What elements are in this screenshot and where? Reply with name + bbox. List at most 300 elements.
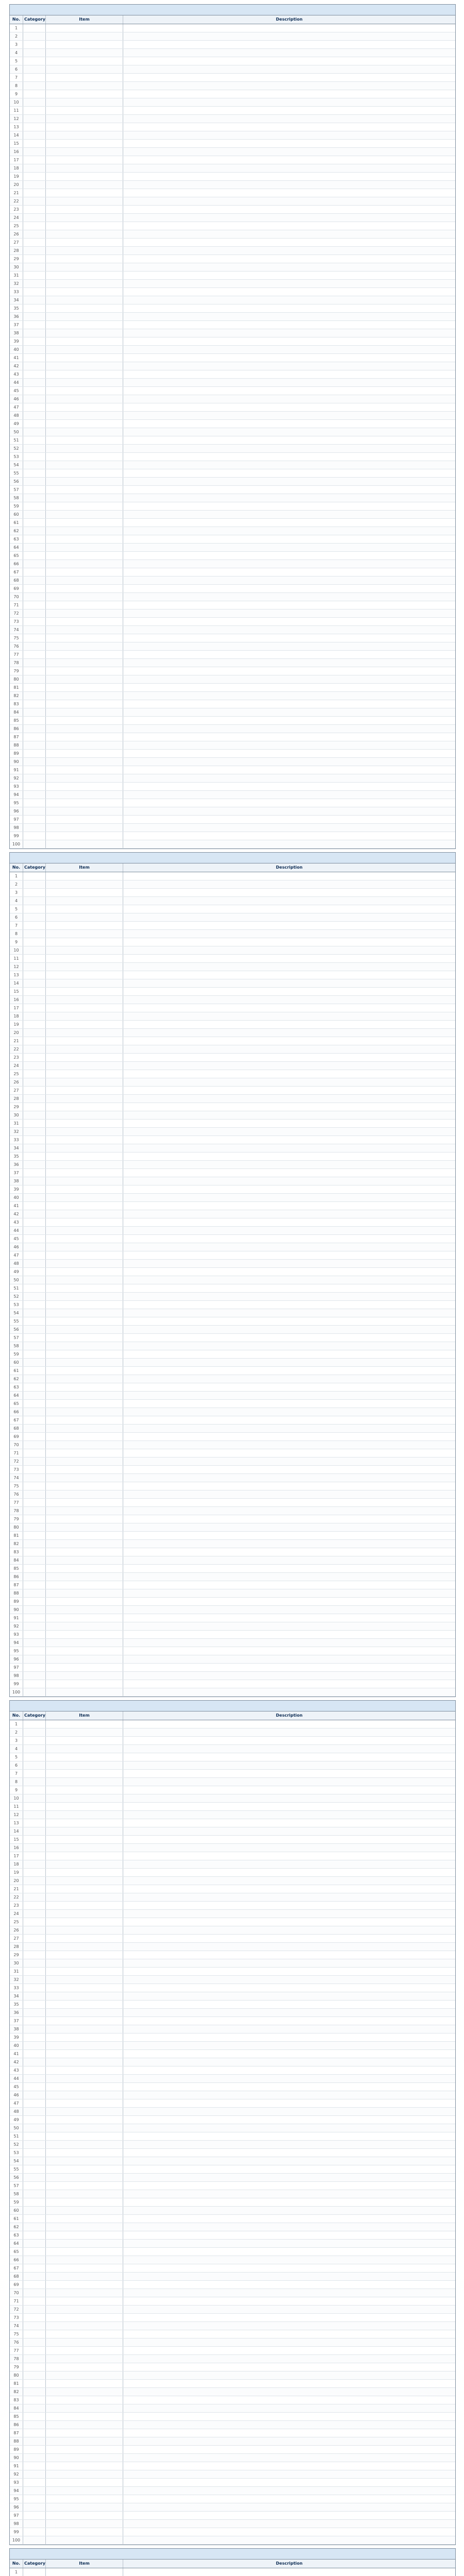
row-description xyxy=(123,1029,455,1037)
table-row xyxy=(10,453,455,461)
row-item xyxy=(46,1548,123,1556)
row-category xyxy=(23,1441,46,1449)
table-row xyxy=(10,766,455,774)
row-item xyxy=(46,2454,123,2462)
row-description xyxy=(123,2380,455,2387)
column-header: Description xyxy=(276,17,303,22)
row-category xyxy=(23,2248,46,2256)
row-description xyxy=(123,1631,455,1638)
row-item xyxy=(46,469,123,477)
row-number: 63 xyxy=(10,1383,23,1391)
row-category xyxy=(23,1918,46,1926)
row-category xyxy=(23,1284,46,1292)
row-number: 92 xyxy=(10,1622,23,1630)
table-row xyxy=(10,395,455,403)
row-item xyxy=(46,1589,123,1597)
row-item xyxy=(46,1968,123,1975)
row-description xyxy=(123,1441,455,1449)
row-category xyxy=(23,1136,46,1144)
row-item xyxy=(46,313,123,320)
row-number: 46 xyxy=(10,395,23,403)
row-description xyxy=(123,1210,455,1218)
table-row xyxy=(10,1441,455,1449)
row-item xyxy=(46,996,123,1004)
row-category xyxy=(23,708,46,716)
row-number: 47 xyxy=(10,403,23,411)
row-number: 61 xyxy=(10,519,23,527)
row-description xyxy=(123,1334,455,1342)
row-item xyxy=(46,2256,123,2264)
row-description xyxy=(123,2281,455,2289)
table-row xyxy=(10,1466,455,1474)
row-description xyxy=(123,560,455,568)
table-row xyxy=(10,2198,455,2207)
row-category xyxy=(23,988,46,995)
row-item xyxy=(46,1688,123,1696)
row-description xyxy=(123,758,455,766)
table-row xyxy=(10,1111,455,1120)
row-description xyxy=(123,321,455,329)
block-title xyxy=(10,1701,455,1711)
row-item xyxy=(46,1334,123,1342)
row-description xyxy=(123,938,455,946)
row-number: 46 xyxy=(10,1243,23,1251)
table-row xyxy=(10,57,455,65)
row-category xyxy=(23,461,46,469)
row-number: 50 xyxy=(10,2124,23,2132)
table-row xyxy=(10,2289,455,2297)
row-description xyxy=(123,2355,455,2363)
column-header: No. xyxy=(10,2560,23,2568)
row-item xyxy=(46,2207,123,2214)
row-description xyxy=(123,90,455,98)
row-description xyxy=(123,872,455,880)
table-row xyxy=(10,2141,455,2149)
row-category xyxy=(23,634,46,642)
row-category xyxy=(23,1728,46,1736)
row-description xyxy=(123,1976,455,1984)
row-description xyxy=(123,469,455,477)
row-description xyxy=(123,140,455,147)
row-number: 84 xyxy=(10,1556,23,1564)
table-row xyxy=(10,1383,455,1392)
row-description xyxy=(123,2190,455,2198)
row-category xyxy=(23,1103,46,1111)
row-number: 43 xyxy=(10,370,23,378)
row-description xyxy=(123,1728,455,1736)
row-description xyxy=(123,173,455,180)
row-description xyxy=(123,1523,455,1531)
row-item xyxy=(46,1639,123,1647)
row-category xyxy=(23,1194,46,1201)
row-category xyxy=(23,2116,46,2124)
table-row xyxy=(10,946,455,955)
row-number: 28 xyxy=(10,1943,23,1951)
row-category xyxy=(23,626,46,634)
row-item xyxy=(46,2429,123,2437)
row-category xyxy=(23,395,46,403)
row-item xyxy=(46,1251,123,1259)
row-description xyxy=(123,2001,455,2008)
row-category xyxy=(23,1548,46,1556)
row-category xyxy=(23,2017,46,2025)
row-description xyxy=(123,164,455,172)
row-category xyxy=(23,2075,46,2082)
row-number: 49 xyxy=(10,1268,23,1276)
row-category xyxy=(23,1951,46,1959)
table-row xyxy=(10,2388,455,2396)
row-number: 44 xyxy=(10,2075,23,2082)
row-number: 96 xyxy=(10,807,23,815)
table-row xyxy=(10,1045,455,1054)
row-number: 22 xyxy=(10,1893,23,1901)
table-row xyxy=(10,733,455,741)
row-category xyxy=(23,1218,46,1226)
row-number: 33 xyxy=(10,1136,23,1144)
row-category xyxy=(23,304,46,312)
row-number: 38 xyxy=(10,2025,23,2033)
row-category xyxy=(23,1458,46,1465)
row-number: 9 xyxy=(10,938,23,946)
table-row xyxy=(10,2215,455,2223)
row-item xyxy=(46,453,123,461)
row-number: 87 xyxy=(10,733,23,741)
row-category xyxy=(23,675,46,683)
row-item xyxy=(46,544,123,551)
table-header xyxy=(10,1711,455,1720)
table-row xyxy=(10,1375,455,1383)
table-row xyxy=(10,700,455,708)
row-category xyxy=(23,90,46,98)
row-category xyxy=(23,1573,46,1581)
row-category xyxy=(23,791,46,799)
table-row xyxy=(10,1852,455,1860)
row-number: 6 xyxy=(10,1761,23,1769)
row-category xyxy=(23,1400,46,1408)
row-item xyxy=(46,560,123,568)
row-description xyxy=(123,1515,455,1523)
row-item xyxy=(46,123,123,131)
row-description xyxy=(123,905,455,913)
row-category xyxy=(23,1556,46,1564)
table-row xyxy=(10,1416,455,1425)
row-description xyxy=(123,913,455,921)
row-category xyxy=(23,57,46,65)
row-number: 6 xyxy=(10,65,23,73)
row-item xyxy=(46,659,123,667)
row-description xyxy=(123,2050,455,2058)
row-description xyxy=(123,634,455,642)
row-number: 66 xyxy=(10,560,23,568)
row-item xyxy=(46,1753,123,1761)
row-number: 45 xyxy=(10,1235,23,1243)
row-category xyxy=(23,469,46,477)
row-item xyxy=(46,1827,123,1835)
table-row xyxy=(10,1836,455,1844)
row-category xyxy=(23,2503,46,2511)
row-description xyxy=(123,1433,455,1440)
row-category xyxy=(23,2099,46,2107)
table-row xyxy=(10,263,455,272)
row-category xyxy=(23,1869,46,1876)
row-number: 69 xyxy=(10,585,23,592)
row-description xyxy=(123,2388,455,2396)
row-category xyxy=(23,2495,46,2503)
row-item xyxy=(46,214,123,222)
row-category xyxy=(23,2050,46,2058)
row-item xyxy=(46,24,123,32)
row-description xyxy=(123,1910,455,1918)
row-number: 97 xyxy=(10,2512,23,2519)
row-category xyxy=(23,2330,46,2338)
row-description xyxy=(123,2462,455,2470)
row-category xyxy=(23,1803,46,1810)
row-item xyxy=(46,1218,123,1226)
table-row xyxy=(10,527,455,535)
row-item xyxy=(46,486,123,494)
row-description xyxy=(123,1078,455,1086)
row-category xyxy=(23,2141,46,2148)
row-item xyxy=(46,1606,123,1614)
table-row xyxy=(10,1153,455,1161)
row-item xyxy=(46,131,123,139)
row-number: 36 xyxy=(10,1161,23,1168)
row-number: 36 xyxy=(10,2009,23,2016)
row-category xyxy=(23,1631,46,1638)
row-item xyxy=(46,2281,123,2289)
row-number: 91 xyxy=(10,1614,23,1622)
row-category xyxy=(23,1877,46,1885)
row-item xyxy=(46,2091,123,2099)
row-item xyxy=(46,750,123,757)
row-category xyxy=(23,1227,46,1234)
row-category xyxy=(23,1515,46,1523)
table-row xyxy=(10,618,455,626)
table-row xyxy=(10,1902,455,1910)
row-number: 30 xyxy=(10,1959,23,1967)
row-item xyxy=(46,387,123,395)
row-description xyxy=(123,98,455,106)
row-category xyxy=(23,535,46,543)
row-category xyxy=(23,2479,46,2486)
row-description xyxy=(123,2182,455,2190)
table-row xyxy=(10,1639,455,1647)
row-number: 34 xyxy=(10,1992,23,2000)
table-row xyxy=(10,1910,455,1918)
row-number: 28 xyxy=(10,247,23,255)
row-item xyxy=(46,1078,123,1086)
row-number: 41 xyxy=(10,1202,23,1210)
table-row xyxy=(10,387,455,395)
row-number: 51 xyxy=(10,2132,23,2140)
table-row xyxy=(10,1540,455,1548)
table-row xyxy=(10,1968,455,1976)
table-row xyxy=(10,1392,455,1400)
row-description xyxy=(123,1120,455,1127)
table-row xyxy=(10,2396,455,2404)
row-category xyxy=(23,2404,46,2412)
row-item xyxy=(46,1598,123,1605)
row-number: 5 xyxy=(10,57,23,65)
row-category xyxy=(23,2536,46,2544)
row-item xyxy=(46,2009,123,2016)
table-row xyxy=(10,313,455,321)
table-row xyxy=(10,131,455,140)
table-row xyxy=(10,164,455,173)
row-number: 89 xyxy=(10,750,23,757)
row-item xyxy=(46,511,123,518)
row-item xyxy=(46,2190,123,2198)
row-category xyxy=(23,346,46,353)
table-row xyxy=(10,41,455,49)
row-item xyxy=(46,2025,123,2033)
row-category xyxy=(23,123,46,131)
table-row xyxy=(10,156,455,164)
row-description xyxy=(123,2322,455,2330)
row-item xyxy=(46,156,123,164)
table-row xyxy=(10,1021,455,1029)
row-category xyxy=(23,2256,46,2264)
row-number: 14 xyxy=(10,1827,23,1835)
row-description xyxy=(123,1416,455,1424)
row-description xyxy=(123,996,455,1004)
table-row xyxy=(10,651,455,659)
row-number: 90 xyxy=(10,2454,23,2462)
row-category xyxy=(23,979,46,987)
row-number: 42 xyxy=(10,362,23,370)
row-description xyxy=(123,552,455,560)
table-row xyxy=(10,2512,455,2520)
row-category xyxy=(23,2157,46,2165)
table-row xyxy=(10,816,455,824)
row-description xyxy=(123,2421,455,2429)
row-description xyxy=(123,2404,455,2412)
row-category xyxy=(23,2454,46,2462)
row-category xyxy=(23,1672,46,1680)
table-row xyxy=(10,1794,455,1803)
row-number: 98 xyxy=(10,1672,23,1680)
row-category xyxy=(23,1367,46,1375)
row-number: 32 xyxy=(10,1128,23,1136)
row-category xyxy=(23,41,46,48)
row-number: 7 xyxy=(10,922,23,929)
row-item xyxy=(46,1770,123,1777)
row-item xyxy=(46,239,123,246)
row-description xyxy=(123,2083,455,2091)
row-number: 79 xyxy=(10,1515,23,1523)
row-description xyxy=(123,1400,455,1408)
row-number: 94 xyxy=(10,2487,23,2495)
row-description xyxy=(123,1103,455,1111)
row-description xyxy=(123,2157,455,2165)
table-row xyxy=(10,1926,455,1935)
row-number: 44 xyxy=(10,1227,23,1234)
table-row xyxy=(10,1819,455,1827)
row-number: 38 xyxy=(10,329,23,337)
table-row xyxy=(10,1350,455,1359)
table-row xyxy=(10,1293,455,1301)
table-row xyxy=(10,840,455,849)
row-description xyxy=(123,1688,455,1696)
row-category xyxy=(23,938,46,946)
row-description xyxy=(123,1177,455,1185)
row-number: 57 xyxy=(10,2182,23,2190)
row-number: 71 xyxy=(10,601,23,609)
row-category xyxy=(23,1688,46,1696)
row-item xyxy=(46,1877,123,1885)
row-description xyxy=(123,1639,455,1647)
row-description xyxy=(123,1408,455,1416)
row-item xyxy=(46,1301,123,1309)
table-row xyxy=(10,1761,455,1770)
row-description xyxy=(123,1926,455,1934)
row-item xyxy=(46,1070,123,1078)
table-row xyxy=(10,2058,455,2066)
row-number: 73 xyxy=(10,618,23,625)
row-description xyxy=(123,593,455,601)
row-category xyxy=(23,2437,46,2445)
row-number: 23 xyxy=(10,1054,23,1061)
row-number: 31 xyxy=(10,1968,23,1975)
row-item xyxy=(46,2338,123,2346)
row-number: 100 xyxy=(10,840,23,848)
row-description xyxy=(123,766,455,774)
table-row xyxy=(10,2025,455,2033)
table-row xyxy=(10,140,455,148)
table-row xyxy=(10,1227,455,1235)
row-category xyxy=(23,1383,46,1391)
row-item xyxy=(46,1136,123,1144)
row-item xyxy=(46,1317,123,1325)
row-category xyxy=(23,2190,46,2198)
row-category xyxy=(23,1342,46,1350)
row-item xyxy=(46,2520,123,2528)
row-category xyxy=(23,164,46,172)
row-category xyxy=(23,2066,46,2074)
row-number: 73 xyxy=(10,1466,23,1473)
row-description xyxy=(123,1556,455,1564)
row-number: 63 xyxy=(10,535,23,543)
row-item xyxy=(46,1458,123,1465)
row-description xyxy=(123,403,455,411)
table-row xyxy=(10,1317,455,1326)
row-number: 16 xyxy=(10,1844,23,1852)
table-row xyxy=(10,1581,455,1589)
row-number: 64 xyxy=(10,544,23,551)
row-number: 51 xyxy=(10,436,23,444)
table-row xyxy=(10,601,455,609)
row-item xyxy=(46,1680,123,1688)
row-item xyxy=(46,1482,123,1490)
row-number: 87 xyxy=(10,2429,23,2437)
table-row xyxy=(10,296,455,304)
row-category xyxy=(23,2322,46,2330)
row-number: 1 xyxy=(10,2568,23,2576)
row-category xyxy=(23,1860,46,1868)
row-category xyxy=(23,1054,46,1061)
table-row xyxy=(10,519,455,527)
row-category xyxy=(23,642,46,650)
row-category xyxy=(23,1210,46,1218)
table-row xyxy=(10,222,455,230)
table-row xyxy=(10,1334,455,1342)
row-description xyxy=(123,889,455,896)
table-row xyxy=(10,2207,455,2215)
table-row xyxy=(10,1803,455,1811)
row-number: 56 xyxy=(10,1326,23,1333)
row-description xyxy=(123,1935,455,1942)
table-row xyxy=(10,1260,455,1268)
